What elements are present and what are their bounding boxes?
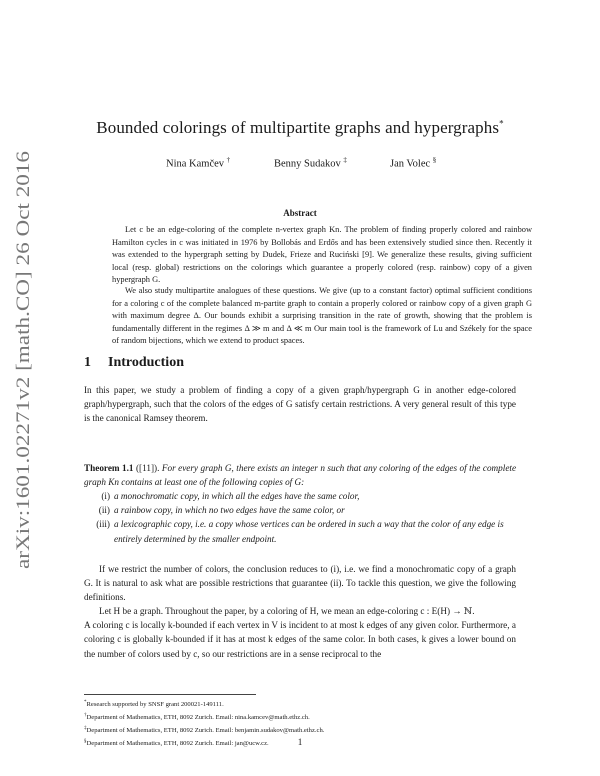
theorem-label: Theorem 1.1 [84,463,134,473]
footnote-3-text: Department of Mathematics, ETH, 8092 Zurich. Email: benjamin.sudakov@math.ethz.ch. [86,727,325,735]
section-number: 1 [84,355,91,370]
footnote-1-text: Research supported by SNSF grant 200021-149111. [86,701,224,709]
theorem-item-1-label: (i) [101,491,110,501]
author-3-mark: § [432,156,437,164]
abstract-paragraph-2 [112,285,532,348]
footnote-2-text: Department of Mathematics, ETH, 8092 Zurich. Email: nina.kamcev@math.ethz.ch. [86,714,310,722]
theorem-item-2-text: a rainbow copy, in which no two edges have the same color, or [114,505,345,516]
section-heading [84,355,184,371]
paragraph-3 [84,604,516,661]
footnote-2-mark: † [84,712,87,718]
footnote-3 [84,724,516,737]
theorem-citation: ([11]). [136,463,160,473]
abstract-paragraph-2-text: We also study multipartite analogues of these questions. We give (up to a constant factor) optimal sufficient conditions for a coloring c of the complete balanced m-partite graph to contain a properly colored or rainbow copy of a given graph G with maximum degree Δ. Our bounds exhibit a surprising transition in the rate of growth, showing that the problem is fundamentally different in the regimes Δ ≫ m and Δ ≪ m Our main tool is the framework of Lu and Székely for the space of random bijections, which we extend to product spaces. [112,286,532,346]
paragraph-3-line-1: Let H be a graph. Throughout the paper, by a coloring of H, we mean an edge-coloring c : E(H) → ℕ. [99,606,475,616]
arxiv-stamp-text: arXiv:1601.02271v2 [math.CO] 26 Oct 2016 [13,225,34,569]
page-number: 1 [297,737,303,747]
author-1-name: Nina Kamčev [166,158,225,170]
theorem-items [84,489,516,546]
author-list [0,156,600,172]
author-2 [274,156,347,170]
author-2-name: Benny Sudakov [274,158,341,170]
author-3 [390,156,436,170]
author-1 [166,156,230,170]
footnote-3-mark: ‡ [84,725,87,731]
theorem-item-3-label: (iii) [96,519,110,530]
paragraph-2 [84,562,516,605]
author-1-mark: † [226,156,231,164]
footnote-rule [84,694,256,695]
theorem-block [84,461,516,489]
abstract-heading: Abstract [283,208,317,218]
footnote-1-mark: * [84,700,87,705]
paper-title-text: Bounded colorings of multipartite graphs and hypergraphs [96,118,500,137]
footnote-2 [84,711,516,724]
theorem-statement: For every graph G, there exists an integer n such that any coloring of the edges of the complete graph Kn contains at least one of the following copies of G: [84,463,517,488]
author-2-mark: ‡ [343,156,347,164]
theorem-item-1 [84,489,516,503]
paper-title [0,118,600,138]
title-footnote-mark: * [499,118,504,129]
intro-paragraph [84,383,516,426]
theorem-item-1-text: a monochromatic copy, in which all the edges have the same color, [114,491,360,501]
theorem-item-3-text: a lexicographic copy, i.e. a copy whose vertices can be ordered in such a way that the color of any edge is entirely determined by the smaller endpoint. [114,519,504,544]
theorem-item-3 [84,517,516,545]
intro-paragraph-text: In this paper, we study a problem of finding a copy of a given graph/hypergraph G in another edge-colored graph/hypergraph, such that the colors of the edges of G satisfy certain restrictions. A very general result of this type is the canonical Ramsey theorem. [84,385,516,424]
abstract-paragraph-1 [112,224,532,287]
theorem-statement-line [84,461,516,489]
section-title: Introduction [108,355,184,370]
theorem-item-2-label: (ii) [98,505,110,516]
abstract-paragraph-1-text: Let c be an edge-coloring of the complete n-vertex graph Kn. The problem of finding properly colored and rainbow Hamilton cycles in c was initiated in 1976 by Bollobás and Erdős and has been extensively studied since then. Recently it was extended to the hypergraph setting by Dudek, Frieze and Ruciński [9]. We generalize these results, giving sufficient local (resp. global) restrictions on the colorings which guarantee a properly colored (resp. rainbow) copy of a given hypergraph G. [112,225,532,285]
author-3-name: Jan Volec [390,158,431,170]
footnote-4-mark: § [84,738,87,744]
theorem-item-2 [84,503,516,517]
paragraph-2-text: If we restrict the number of colors, the conclusion reduces to (i), i.e. we find a monochromatic copy of a graph G. It is natural to ask what are possible restrictions that guarantee (ii). To tackle this question, we give the following definitions. [84,564,516,603]
footnote-4-text: Department of Mathematics, ETH, 8092 Zurich. Email: jan@ucw.cz. [86,740,269,748]
footnote-1 [84,698,516,711]
paragraph-3-text: A coloring c is locally k-bounded if each vertex in V is incident to at most k edges of any given color. Furthermore, a coloring c is globally k-bounded if it has at most k edges of the same color. In both cases, k gives a lower bound on the number of colors used by c, so our restrictions are in a sense reciprocal to the [84,620,516,659]
